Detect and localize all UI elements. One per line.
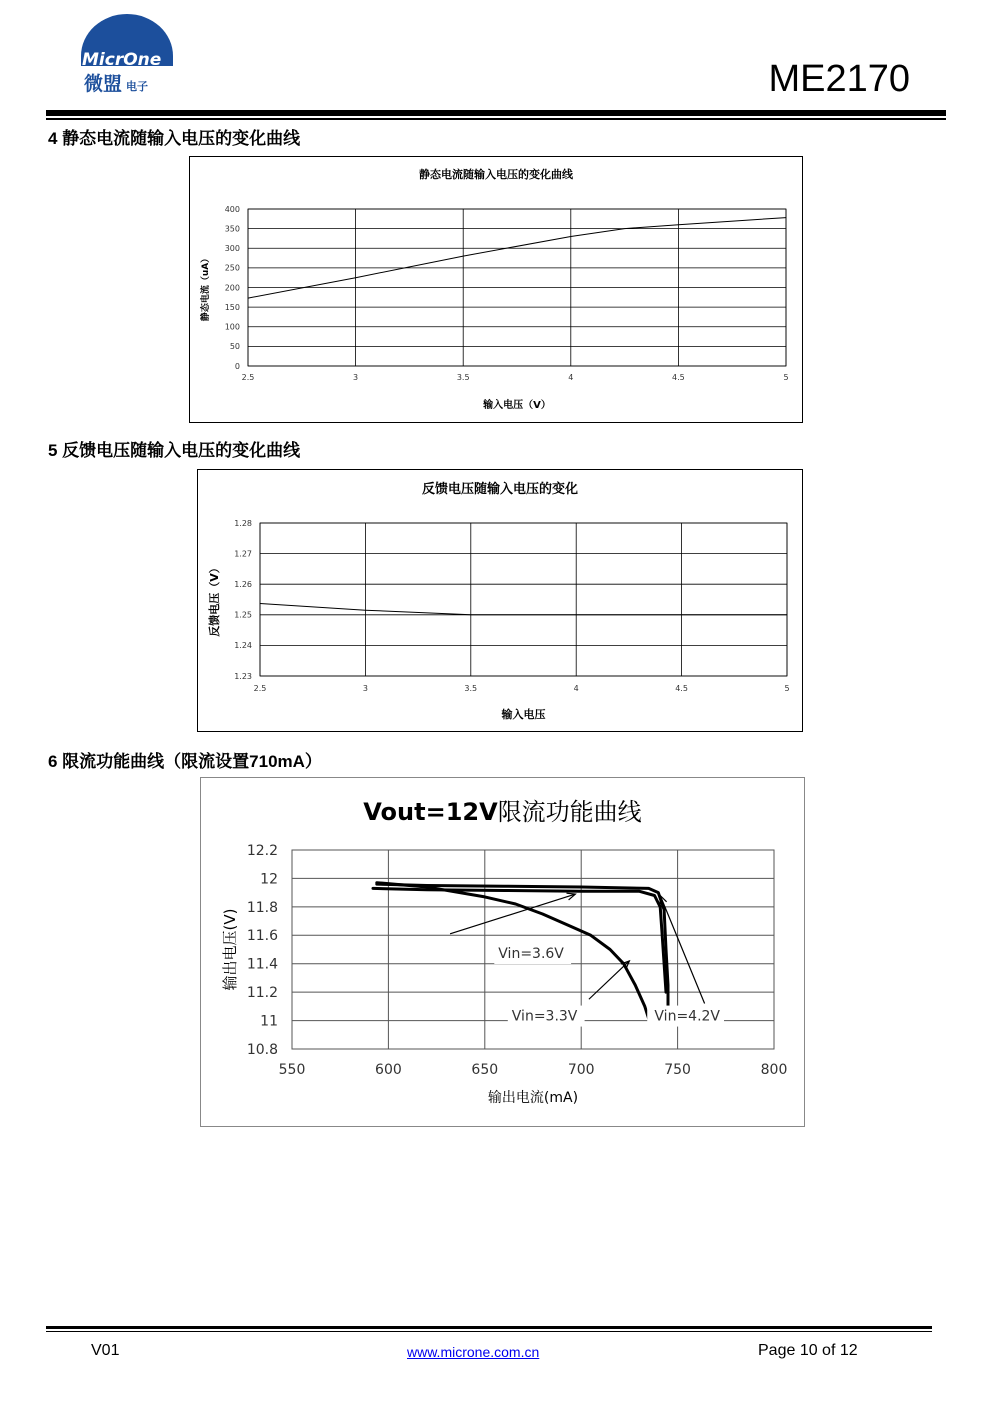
chart-title-bold: Vout=12V xyxy=(363,798,498,826)
x-tick-label: 600 xyxy=(375,1062,402,1078)
chart-quiescent-svg xyxy=(190,157,802,422)
x-tick-label: 5 xyxy=(783,373,789,382)
y-tick-label: 300 xyxy=(224,244,240,254)
section-heading-4: 4 静态电流随输入电压的变化曲线 xyxy=(48,129,301,148)
y-tick-label: 150 xyxy=(224,302,240,312)
footer-page-number: Page 10 of 12 xyxy=(758,1342,858,1359)
x-tick-label: 4.5 xyxy=(672,373,685,382)
x-tick-label: 4 xyxy=(573,684,579,693)
y-tick-label: 11.2 xyxy=(246,985,278,1002)
company-logo xyxy=(76,8,176,98)
y-tick-label: 1.23 xyxy=(234,671,252,681)
header-rule xyxy=(46,110,946,116)
x-tick-label: 4 xyxy=(568,373,574,382)
x-tick-label: 3.5 xyxy=(464,684,478,693)
chart-feedback-svg xyxy=(198,470,802,731)
chart-current-limit-svg xyxy=(201,778,804,1126)
header-rule-thin xyxy=(46,118,946,120)
y-tick-label: 1.25 xyxy=(234,610,252,620)
y-tick-label: 12.2 xyxy=(246,842,278,859)
x-tick-label: 800 xyxy=(760,1062,788,1078)
y-tick-label: 1.27 xyxy=(234,549,252,559)
y-tick-label: 50 xyxy=(229,342,240,352)
y-tick-label: 1.28 xyxy=(234,518,252,528)
x-tick-label: 2.5 xyxy=(253,684,267,693)
annotation-label: Vin=3.6V xyxy=(498,946,564,963)
y-tick-label: 11.6 xyxy=(246,928,278,945)
chart-title xyxy=(363,798,641,826)
series-line-VFB xyxy=(260,604,787,615)
x-tick-label: 650 xyxy=(471,1062,499,1078)
y-tick-label: 1.26 xyxy=(234,580,252,589)
x-tick-label: 3 xyxy=(353,373,359,382)
footer-rule xyxy=(46,1326,932,1329)
y-tick-label: 100 xyxy=(224,322,240,332)
annotation-arrow xyxy=(450,894,575,934)
footer-website-link[interactable]: www.microne.com.cn xyxy=(407,1344,540,1360)
x-tick-label: 750 xyxy=(664,1062,691,1078)
model-number: ME2170 xyxy=(768,58,910,100)
y-tick-label: 400 xyxy=(224,204,240,214)
annotation-label: Vin=3.3V xyxy=(511,1008,578,1025)
footer-version: V01 xyxy=(91,1342,120,1359)
chart-quiescent-current xyxy=(189,156,803,423)
x-axis-label: 输入电压（V） xyxy=(483,400,551,411)
y-axis-label: 反馈电压（V） xyxy=(208,562,221,637)
logo-text-cn: 微盟 xyxy=(84,73,123,95)
x-tick-label: 4.5 xyxy=(675,684,688,693)
x-tick-label: 550 xyxy=(278,1062,306,1078)
chart-title: 静态电流随输入电压的变化曲线 xyxy=(419,168,573,181)
y-tick-label: 1.24 xyxy=(234,641,252,651)
series-line-Iq xyxy=(248,218,786,299)
y-tick-label: 250 xyxy=(224,263,240,273)
chart-current-limit xyxy=(200,777,805,1127)
y-axis-label: 静态电流（uA） xyxy=(201,253,211,322)
x-tick-label: 2.5 xyxy=(241,373,255,382)
y-axis-label: 输出电压(V) xyxy=(221,908,239,991)
chart-feedback-voltage xyxy=(197,469,803,732)
y-tick-label: 11.8 xyxy=(246,899,278,916)
logo-sub-cn: 电子 xyxy=(126,80,148,93)
y-tick-label: 10.8 xyxy=(246,1041,278,1058)
y-tick-label: 0 xyxy=(234,361,240,371)
y-tick-label: 350 xyxy=(224,224,240,234)
y-tick-label: 200 xyxy=(224,283,240,293)
y-tick-label: 12 xyxy=(260,871,278,888)
x-axis-label: 输出电流(mA) xyxy=(487,1090,579,1106)
logo-text-en: MicrOne xyxy=(82,50,162,70)
section-heading-6: 6 限流功能曲线（限流设置710mA） xyxy=(48,752,322,771)
y-tick-label: 11.4 xyxy=(246,956,278,973)
chart-title: 反馈电压随输入电压的变化 xyxy=(421,482,579,497)
plot-area-border xyxy=(260,523,787,676)
annotation-label: Vin=4.2V xyxy=(654,1008,721,1025)
x-tick-label: 3.5 xyxy=(456,373,470,382)
x-axis-label: 输入电压 xyxy=(501,708,546,721)
section-heading-5: 5 反馈电压随输入电压的变化曲线 xyxy=(48,441,301,460)
x-tick-label: 3 xyxy=(362,684,368,693)
annotation-arrow xyxy=(589,961,629,999)
x-tick-label: 700 xyxy=(567,1062,595,1078)
footer-rule-thin xyxy=(46,1331,932,1332)
chart-title-rest: 限流功能曲线 xyxy=(497,798,642,826)
x-tick-label: 5 xyxy=(784,684,790,693)
y-tick-label: 11 xyxy=(260,1013,278,1030)
